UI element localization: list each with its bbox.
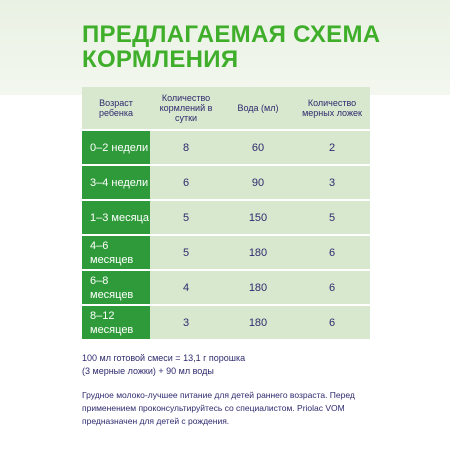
table-row xyxy=(82,236,370,269)
feeding-table xyxy=(82,85,370,341)
table-row xyxy=(82,306,370,339)
note-line-2: (3 мерные ложки) + 90 мл воды xyxy=(82,366,214,376)
header-feedings: Количество кормлений в сутки xyxy=(150,87,222,129)
header-age: Возраст ребенка xyxy=(82,87,150,129)
water-cell: 60 xyxy=(222,131,294,164)
title-line-2: КОРМЛЕНИЯ xyxy=(82,46,239,73)
preparation-note xyxy=(82,352,382,378)
table-row xyxy=(82,166,370,199)
spoons-cell: 2 xyxy=(294,131,370,164)
spoons-cell: 6 xyxy=(294,306,370,339)
feedings-cell: 3 xyxy=(150,306,222,339)
feeding-table-container xyxy=(82,85,370,341)
spoons-cell: 6 xyxy=(294,271,370,304)
feedings-cell: 8 xyxy=(150,131,222,164)
disclaimer-text: Грудное молоко-лучшее питание для детей раннего возраста. Перед применением проконсультируйтесь со специалистом. Priolac VOM предназначен для детей с рождения. xyxy=(82,390,355,426)
table-row xyxy=(82,271,370,304)
feedings-cell: 5 xyxy=(150,201,222,234)
feedings-cell: 5 xyxy=(150,236,222,269)
age-cell: 1–3 месяца xyxy=(82,201,150,234)
age-cell: 6–8 месяцев xyxy=(82,271,150,304)
water-cell: 150 xyxy=(222,201,294,234)
table-header-row xyxy=(82,87,370,129)
feedings-cell: 4 xyxy=(150,271,222,304)
table-row xyxy=(82,201,370,234)
table-row xyxy=(82,131,370,164)
page-title xyxy=(82,22,382,72)
note-line-1: 100 мл готовой смеси = 13,1 г порошка xyxy=(82,353,246,363)
feedings-cell: 6 xyxy=(150,166,222,199)
header-spoons: Количество мерных ложек xyxy=(294,87,370,129)
water-cell: 90 xyxy=(222,166,294,199)
spoons-cell: 6 xyxy=(294,236,370,269)
age-cell: 4–6 месяцев xyxy=(82,236,150,269)
age-cell: 8–12 месяцев xyxy=(82,306,150,339)
water-cell: 180 xyxy=(222,306,294,339)
age-cell: 3–4 недели xyxy=(82,166,150,199)
age-cell: 0–2 недели xyxy=(82,131,150,164)
spoons-cell: 5 xyxy=(294,201,370,234)
water-cell: 180 xyxy=(222,236,294,269)
header-water: Вода (мл) xyxy=(222,87,294,129)
water-cell: 180 xyxy=(222,271,294,304)
title-line-1: ПРЕДЛАГАЕМАЯ СХЕМА xyxy=(82,21,381,48)
spoons-cell: 3 xyxy=(294,166,370,199)
